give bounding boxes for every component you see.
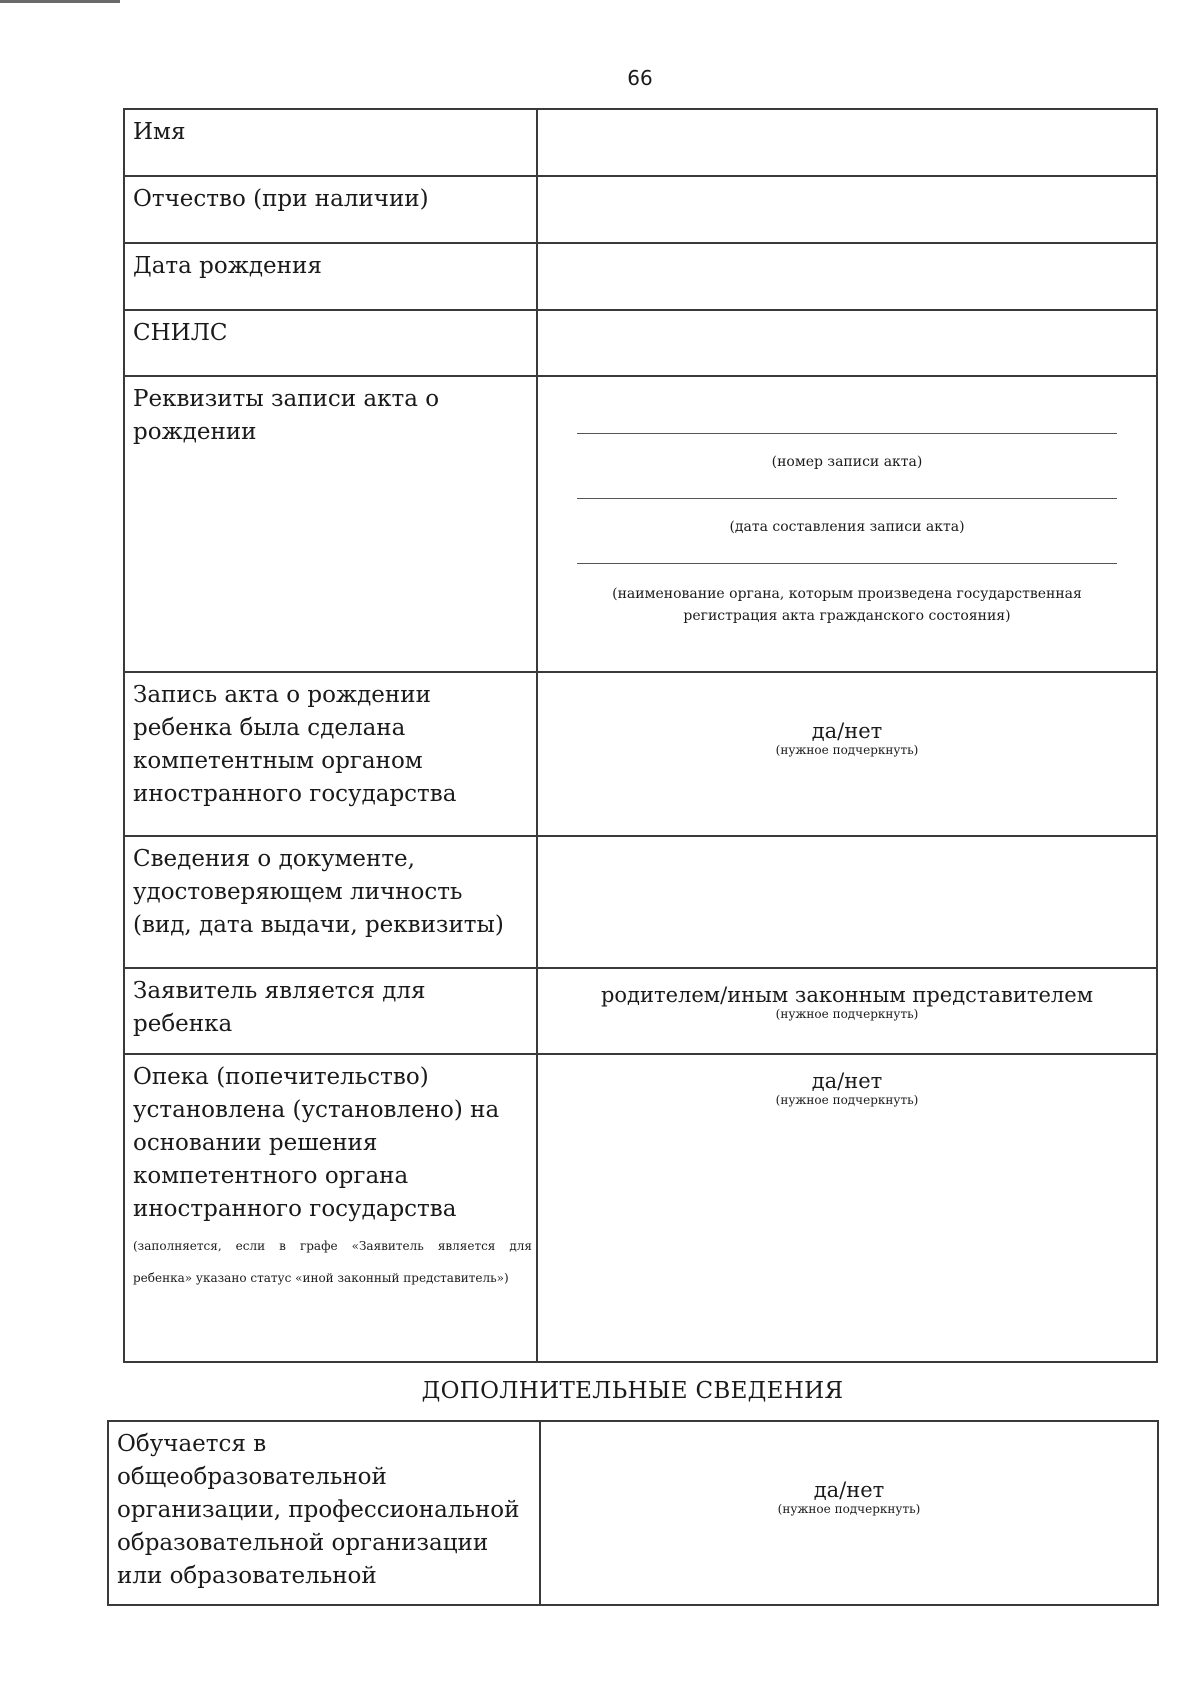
underline-hint: (нужное подчеркнуть) [777,1502,921,1516]
registry-office-field[interactable] [577,563,1117,627]
record-date-caption: (дата составления записи акта) [729,519,965,535]
snils-field[interactable] [537,310,1157,376]
guardianship-label-wrap [125,1055,536,1300]
applicant-status-answer[interactable]: родителем/иным законным представителем [600,983,1094,1007]
label-cell [124,243,537,310]
additional-info-table [107,1420,1159,1606]
underline-hint: (нужное подчеркнуть) [775,1093,919,1107]
field-label-identity-document: Сведения о документе, удостоверяющем личность (вид, дата выдачи, реквизиты) [133,846,504,938]
table-row [124,109,1157,176]
underline [577,498,1117,499]
first-name-field[interactable] [537,109,1157,176]
field-label-applicant-status: Заявитель является для ребенка [133,978,426,1037]
registry-office-caption: (наименование органа, которым произведена государственная регистрация акта гражданского состояния) [612,586,1082,624]
section-title: ДОПОЛНИТЕЛЬНЫЕ СВЕДЕНИЯ [421,1378,844,1404]
table-row [108,1421,1158,1605]
underline-hint: (нужное подчеркнуть) [775,743,919,757]
record-number-field[interactable] [577,433,1117,471]
applicant-child-table [123,108,1158,1363]
guardianship-answer[interactable]: да/нет [811,1069,883,1093]
table-row [124,836,1157,968]
label-cell [124,376,537,672]
page-number: 66 [627,66,653,90]
label-cell [108,1421,540,1605]
record-date-field[interactable] [577,498,1117,536]
field-label-patronymic: Отчество (при наличии) [133,186,429,212]
birth-date-field[interactable] [537,243,1157,310]
table-row [124,243,1157,310]
table-row [124,176,1157,243]
education-answer[interactable]: да/нет [813,1478,885,1502]
field-label-guardianship: Опека (попечительство) установлена (установлено) на основании решения компетентного органа иностранного государства [133,1064,500,1222]
table-row [124,672,1157,836]
label-cell [124,836,537,968]
field-label-education: Обучается в общеобразовательной организации, профессиональной образовательной организации или образовательной [117,1431,520,1589]
field-label-birth-date: Дата рождения [133,253,322,279]
underline-hint: (нужное подчеркнуть) [775,1007,919,1021]
label-cell [124,672,537,836]
table-row [124,376,1157,672]
education-cell [540,1421,1158,1605]
guardianship-cell [537,1054,1157,1362]
foreign-record-cell [537,672,1157,836]
label-cell [124,310,537,376]
table-row [124,968,1157,1054]
foreign-record-answer[interactable]: да/нет [811,719,883,743]
guardianship-note: (заполняется, если в графе «Заявитель является для ребенка» указано статус «иной законный представитель») [133,1239,532,1285]
applicant-status-cell [537,968,1157,1054]
record-number-caption: (номер записи акта) [771,454,923,470]
field-label-snils: СНИЛС [133,320,228,346]
label-cell [124,109,537,176]
underline [577,433,1117,434]
label-cell [124,1054,537,1362]
table-row [124,310,1157,376]
underline [577,563,1117,564]
label-cell [124,968,537,1054]
patronymic-field[interactable] [537,176,1157,243]
field-label-first-name: Имя [133,119,186,145]
birth-record-cell [537,376,1157,672]
scan-edge-mark [0,0,120,3]
field-label-birth-record: Реквизиты записи акта о рождении [133,386,440,445]
table-row [124,1054,1157,1362]
field-label-foreign-record: Запись акта о рождении ребенка была сделана компетентным органом иностранного государства [133,682,457,807]
identity-document-field[interactable] [537,836,1157,968]
label-cell [124,176,537,243]
